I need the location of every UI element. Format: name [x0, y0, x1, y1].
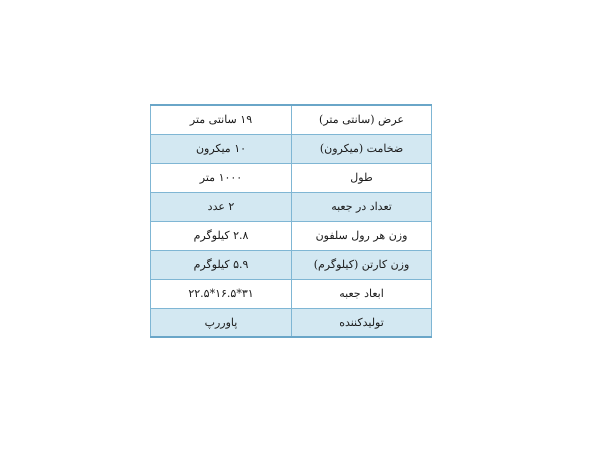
table-row-manufacturer — [151, 308, 432, 337]
table-row-length — [151, 163, 432, 192]
row-value: ۵.۹ کیلوگرم — [151, 250, 292, 279]
row-label: وزن کارتن (کیلوگرم) — [292, 250, 432, 279]
table-row-width — [151, 105, 432, 134]
table-row-count-per-box — [151, 192, 432, 221]
row-value: پاوررپ — [151, 308, 292, 337]
spec-table — [150, 104, 432, 338]
row-value: ۲.۸ کیلوگرم — [151, 221, 292, 250]
row-value: ۱۹ سانتی متر — [151, 105, 292, 134]
row-value: ۳۱*۱۶.۵*۲۲.۵ — [151, 279, 292, 308]
row-value: ۱۰۰۰ متر — [151, 163, 292, 192]
row-label: عرض (سانتی متر) — [292, 105, 432, 134]
table-row-box-dimensions — [151, 279, 432, 308]
row-label: وزن هر رول سلفون — [292, 221, 432, 250]
table-row-thickness — [151, 134, 432, 163]
row-value: ۲ عدد — [151, 192, 292, 221]
table-row-carton-weight — [151, 250, 432, 279]
row-value: ۱۰ میکرون — [151, 134, 292, 163]
row-label: ابعاد جعبه — [292, 279, 432, 308]
table-row-roll-weight — [151, 221, 432, 250]
row-label: طول — [292, 163, 432, 192]
row-label: تولیدکننده — [292, 308, 432, 337]
row-label: تعداد در جعبه — [292, 192, 432, 221]
row-label: ضخامت (میکرون) — [292, 134, 432, 163]
